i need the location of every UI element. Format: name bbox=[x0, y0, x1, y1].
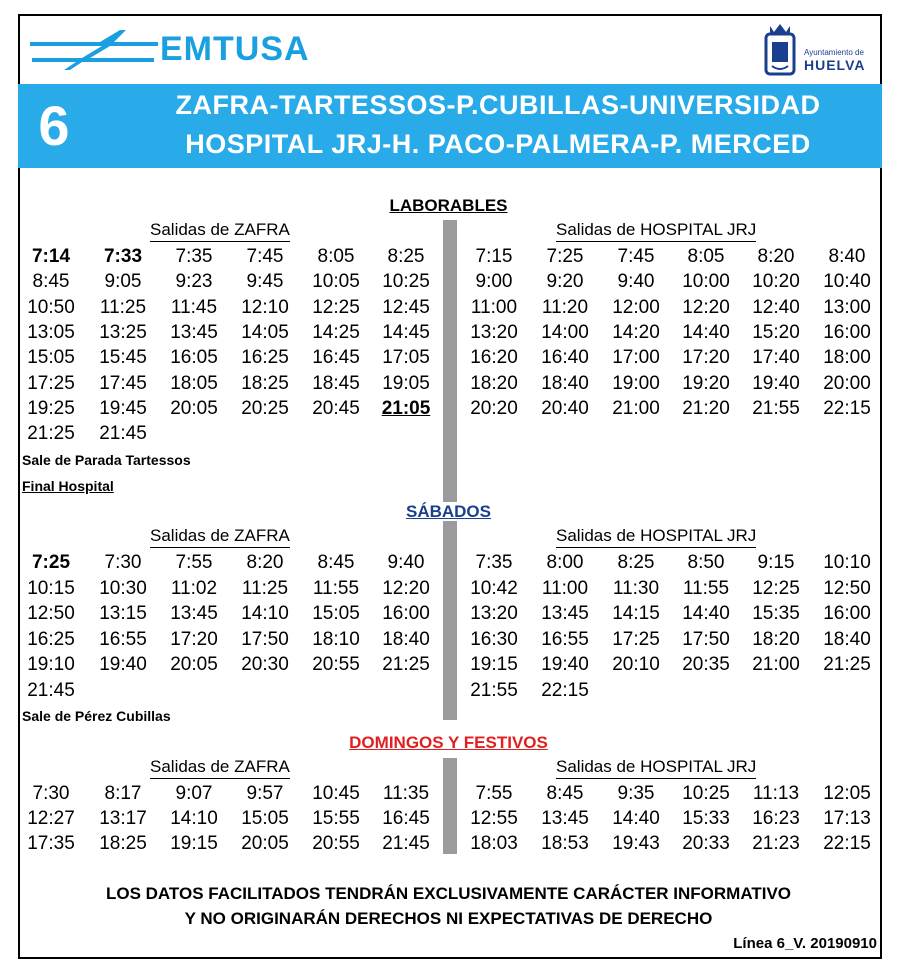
disclaimer-line-2: Y NO ORIGINARÁN DERECHOS NI EXPECTATIVAS DE DERECHO bbox=[184, 909, 713, 928]
note-parada-tartessos: Sale de Parada Tartessos bbox=[22, 452, 191, 468]
departure-time: 19:43 bbox=[612, 833, 660, 854]
note-final-hospital: Final Hospital bbox=[22, 478, 114, 494]
departure-time: 8:20 bbox=[246, 552, 284, 573]
departure-time: 12:27 bbox=[27, 808, 75, 829]
departure-time: 15:55 bbox=[312, 808, 360, 829]
departure-time: 11:55 bbox=[312, 577, 360, 599]
departure-time: 7:15 bbox=[475, 246, 513, 267]
departure-time: 7:30 bbox=[104, 552, 142, 573]
coat-of-arms-icon bbox=[760, 20, 800, 80]
departure-time: 19:15 bbox=[470, 654, 518, 676]
departure-time: 7:35 bbox=[475, 552, 513, 573]
note-perez-cubillas: Sale de Pérez Cubillas bbox=[22, 708, 171, 724]
departure-time: 21:55 bbox=[752, 397, 800, 419]
departure-time: 20:35 bbox=[682, 654, 730, 676]
departure-time: 10:15 bbox=[27, 577, 75, 599]
departure-time: 21:55 bbox=[470, 680, 518, 701]
version-label: Línea 6_V. 20190910 bbox=[733, 935, 877, 952]
departure-time: 18:20 bbox=[470, 372, 518, 394]
departure-time: 14:20 bbox=[612, 321, 660, 343]
departure-time: 21:25 bbox=[27, 423, 75, 445]
departure-time: 21:23 bbox=[752, 833, 800, 854]
departure-time: 11:00 bbox=[541, 577, 589, 599]
departure-time: 11:00 bbox=[470, 296, 518, 318]
departure-time: 19:40 bbox=[752, 372, 800, 394]
departure-time: 10:05 bbox=[312, 271, 360, 293]
departure-time: 8:25 bbox=[617, 552, 655, 573]
departure-time: 7:30 bbox=[32, 783, 70, 804]
departure-time: 21:45 bbox=[27, 680, 75, 701]
departure-time: 20:55 bbox=[312, 654, 360, 676]
departure-time: 15:20 bbox=[752, 321, 800, 343]
departure-time: 14:40 bbox=[682, 603, 730, 625]
departure-time: 20:45 bbox=[312, 397, 360, 419]
departure-time: 7:33 bbox=[103, 246, 143, 267]
departure-time: 11:13 bbox=[752, 783, 800, 804]
departure-time: 12:45 bbox=[382, 296, 430, 318]
departure-time: 8:17 bbox=[104, 783, 142, 804]
departure-time: 14:45 bbox=[382, 321, 430, 343]
departure-time: 16:00 bbox=[823, 321, 871, 343]
departure-time: 12:50 bbox=[823, 577, 871, 599]
departure-time: 12:20 bbox=[682, 296, 730, 318]
departure-time: 18:45 bbox=[312, 372, 360, 394]
departure-time: 13:25 bbox=[99, 321, 147, 343]
departure-time: 17:00 bbox=[612, 347, 660, 369]
departure-time: 20:05 bbox=[170, 397, 218, 419]
departure-time: 7:45 bbox=[246, 246, 284, 267]
departure-time: 17:13 bbox=[823, 808, 871, 829]
departure-time: 21:20 bbox=[682, 397, 730, 419]
departure-time: 11:02 bbox=[170, 577, 218, 599]
departure-time: 10:25 bbox=[682, 783, 730, 804]
departure-time: 20:33 bbox=[682, 833, 730, 854]
departure-time: 7:55 bbox=[175, 552, 213, 573]
departure-time: 14:15 bbox=[612, 603, 660, 625]
departure-time: 19:00 bbox=[612, 372, 660, 394]
departure-time: 18:00 bbox=[823, 347, 871, 369]
departure-time: 8:00 bbox=[546, 552, 584, 573]
departure-time: 9:40 bbox=[617, 271, 655, 293]
departure-time: 17:05 bbox=[382, 347, 430, 369]
departure-time: 16:55 bbox=[99, 628, 147, 650]
departure-time: 22:15 bbox=[823, 397, 871, 419]
departure-time: 12:00 bbox=[612, 296, 660, 318]
departure-time: 10:25 bbox=[382, 271, 430, 293]
departure-time: 16:45 bbox=[312, 347, 360, 369]
departure-time: 8:45 bbox=[546, 783, 584, 804]
departure-time: 21:00 bbox=[612, 397, 660, 419]
departure-time: 9:45 bbox=[246, 271, 284, 293]
departure-time: 8:05 bbox=[317, 246, 355, 267]
line-number: 6 bbox=[38, 94, 70, 157]
departure-time: 12:10 bbox=[241, 296, 289, 318]
departure-time: 8:45 bbox=[32, 271, 70, 293]
departure-time: 11:45 bbox=[170, 296, 218, 318]
column-head-hospital: Salidas de HOSPITAL JRJ bbox=[556, 526, 757, 545]
disclaimer-line-1: LOS DATOS FACILITADOS TENDRÁN EXCLUSIVAMENTE CARÁCTER INFORMATIVO bbox=[105, 884, 792, 903]
departure-time: 16:00 bbox=[823, 603, 871, 625]
departure-time: 11:25 bbox=[241, 577, 289, 599]
departure-time: 14:00 bbox=[541, 321, 589, 343]
column-head-hospital: Salidas de HOSPITAL JRJ bbox=[556, 220, 757, 239]
departure-time: 10:00 bbox=[682, 271, 730, 293]
section-title-domingos: DOMINGOS Y FESTIVOS bbox=[349, 733, 548, 752]
departure-time: 7:25 bbox=[31, 552, 71, 573]
departure-time: 8:50 bbox=[687, 552, 725, 573]
departure-time: 13:20 bbox=[470, 321, 518, 343]
center-divider bbox=[443, 220, 457, 720]
departure-time: 9:05 bbox=[104, 271, 142, 293]
departure-time: 16:25 bbox=[27, 628, 75, 650]
departure-time: 17:35 bbox=[27, 833, 75, 854]
column-head-zafra: Salidas de ZAFRA bbox=[150, 757, 290, 776]
departure-time: 7:45 bbox=[617, 246, 655, 267]
departure-time: 13:17 bbox=[99, 808, 147, 829]
emtusa-arrows-icon bbox=[30, 26, 160, 72]
departure-time: 16:23 bbox=[752, 808, 800, 829]
departure-time: 11:55 bbox=[682, 577, 730, 599]
departure-time: 13:05 bbox=[27, 321, 75, 343]
departure-time: 9:15 bbox=[757, 552, 795, 573]
emtusa-wordmark: EMTUSA bbox=[160, 30, 310, 68]
departure-time: 12:25 bbox=[312, 296, 360, 318]
departure-time: 12:05 bbox=[823, 783, 871, 804]
departure-time: 14:25 bbox=[312, 321, 360, 343]
departure-time: 18:40 bbox=[823, 628, 871, 650]
departure-time: 19:40 bbox=[541, 654, 589, 676]
departure-time: 13:20 bbox=[470, 603, 518, 625]
departure-time: 9:35 bbox=[617, 783, 655, 804]
departure-time: 16:00 bbox=[382, 603, 430, 625]
departure-time: 15:05 bbox=[312, 603, 360, 625]
departure-time: 10:10 bbox=[823, 552, 871, 573]
departure-time: 9:40 bbox=[387, 552, 425, 573]
departure-time: 8:20 bbox=[757, 246, 795, 267]
departure-time: 10:50 bbox=[27, 296, 75, 318]
departure-time: 11:20 bbox=[541, 296, 589, 318]
departure-time: 20:40 bbox=[541, 397, 589, 419]
departure-time: 20:10 bbox=[612, 654, 660, 676]
huelva-council-logo bbox=[760, 20, 878, 80]
column-head-hospital: Salidas de HOSPITAL JRJ bbox=[556, 757, 757, 776]
departure-time: 10:40 bbox=[823, 271, 871, 293]
departure-time: 7:35 bbox=[175, 246, 213, 267]
departure-time: 18:20 bbox=[752, 628, 800, 650]
departure-time: 11:30 bbox=[612, 577, 660, 599]
departure-time: 13:45 bbox=[541, 808, 589, 829]
departure-time: 18:25 bbox=[99, 833, 147, 854]
departure-time: 7:14 bbox=[31, 246, 71, 267]
emtusa-logo bbox=[30, 26, 370, 72]
departure-time: 20:20 bbox=[470, 397, 518, 419]
departure-time: 17:50 bbox=[241, 628, 289, 650]
departure-time: 18:40 bbox=[541, 372, 589, 394]
departure-time: 14:40 bbox=[612, 808, 660, 829]
departure-time: 18:03 bbox=[470, 833, 518, 854]
departure-time: 14:10 bbox=[170, 808, 218, 829]
departure-time: 9:23 bbox=[175, 271, 213, 293]
departure-time: 10:30 bbox=[99, 577, 147, 599]
column-head-zafra: Salidas de ZAFRA bbox=[150, 220, 290, 239]
council-label: Ayuntamiento de bbox=[804, 48, 864, 57]
departure-time: 16:30 bbox=[470, 628, 518, 650]
departure-time: 12:20 bbox=[382, 577, 430, 599]
departure-time: 15:45 bbox=[99, 347, 147, 369]
departure-time: 9:57 bbox=[246, 783, 284, 804]
departure-time: 16:05 bbox=[170, 347, 218, 369]
departure-time: 12:25 bbox=[752, 577, 800, 599]
departure-time: 7:55 bbox=[475, 783, 513, 804]
departure-time: 17:20 bbox=[682, 347, 730, 369]
departure-time: 19:40 bbox=[99, 654, 147, 676]
departure-time: 11:25 bbox=[99, 296, 147, 318]
departure-time: 7:25 bbox=[546, 246, 584, 267]
departure-time: 10:45 bbox=[312, 783, 360, 804]
departure-time: 20:55 bbox=[312, 833, 360, 854]
departure-time: 19:05 bbox=[382, 372, 430, 394]
departure-time: 18:05 bbox=[170, 372, 218, 394]
departure-time: 21:45 bbox=[99, 423, 147, 445]
departure-time: 19:20 bbox=[682, 372, 730, 394]
column-head-zafra: Salidas de ZAFRA bbox=[150, 526, 290, 545]
departure-time: 8:05 bbox=[687, 246, 725, 267]
departure-time: 21:25 bbox=[382, 654, 430, 676]
departure-time: 13:45 bbox=[170, 603, 218, 625]
departure-time: 18:40 bbox=[382, 628, 430, 650]
departure-time: 14:40 bbox=[682, 321, 730, 343]
departure-time: 20:05 bbox=[170, 654, 218, 676]
departure-time: 20:05 bbox=[241, 833, 289, 854]
departure-time: 21:00 bbox=[752, 654, 800, 676]
departure-time: 18:10 bbox=[312, 628, 360, 650]
departure-time: 16:45 bbox=[382, 808, 430, 829]
departure-time: 9:00 bbox=[475, 271, 513, 293]
departure-time: 8:25 bbox=[387, 246, 425, 267]
departure-time: 20:30 bbox=[241, 654, 289, 676]
departure-time: 14:10 bbox=[241, 603, 289, 625]
departure-time: 9:20 bbox=[546, 271, 584, 293]
departure-time: 11:35 bbox=[382, 783, 430, 804]
departure-time: 16:55 bbox=[541, 628, 589, 650]
departure-time: 17:40 bbox=[752, 347, 800, 369]
departure-time: 13:15 bbox=[99, 603, 147, 625]
departure-time: 19:10 bbox=[27, 654, 75, 676]
departure-time: 19:45 bbox=[99, 397, 147, 419]
departure-time: 21:05 bbox=[381, 397, 431, 419]
departure-time: 17:45 bbox=[99, 372, 147, 394]
departure-time: 19:25 bbox=[27, 397, 75, 419]
departure-time: 13:00 bbox=[823, 296, 871, 318]
departure-time: 18:53 bbox=[541, 833, 589, 854]
council-name: HUELVA bbox=[804, 57, 866, 73]
departure-time: 22:15 bbox=[823, 833, 871, 854]
departure-time: 17:20 bbox=[170, 628, 218, 650]
section-title-laborables: LABORABLES bbox=[389, 196, 508, 215]
departure-time: 15:05 bbox=[27, 347, 75, 369]
route-line-1: ZAFRA-TARTESSOS-P.CUBILLAS-UNIVERSIDAD bbox=[175, 90, 821, 120]
departure-time: 9:07 bbox=[175, 783, 213, 804]
departure-time: 20:25 bbox=[241, 397, 289, 419]
departure-time: 16:25 bbox=[241, 347, 289, 369]
center-divider bbox=[443, 758, 457, 854]
departure-time: 8:40 bbox=[828, 246, 866, 267]
line-banner bbox=[18, 84, 882, 168]
route-line-2: HOSPITAL JRJ-H. PACO-PALMERA-P. MERCED bbox=[185, 129, 811, 159]
departure-time: 15:33 bbox=[682, 808, 730, 829]
departure-time: 21:25 bbox=[823, 654, 871, 676]
departure-time: 17:25 bbox=[27, 372, 75, 394]
departure-time: 15:35 bbox=[752, 603, 800, 625]
departure-time: 10:42 bbox=[470, 577, 518, 599]
departure-time: 12:40 bbox=[752, 296, 800, 318]
departure-time: 20:00 bbox=[823, 372, 871, 394]
departure-time: 12:50 bbox=[27, 603, 75, 625]
departure-time: 17:25 bbox=[612, 628, 660, 650]
departure-time: 17:50 bbox=[682, 628, 730, 650]
departure-time: 13:45 bbox=[170, 321, 218, 343]
departure-time: 13:45 bbox=[541, 603, 589, 625]
departure-time: 8:45 bbox=[317, 552, 355, 573]
departure-time: 15:05 bbox=[241, 808, 289, 829]
departure-time: 10:20 bbox=[752, 271, 800, 293]
departure-time: 16:40 bbox=[541, 347, 589, 369]
section-title-sabados: SÁBADOS bbox=[405, 502, 491, 521]
departure-time: 18:25 bbox=[241, 372, 289, 394]
departure-time: 19:15 bbox=[170, 833, 218, 854]
departure-time: 14:05 bbox=[241, 321, 289, 343]
departure-time: 21:45 bbox=[382, 833, 430, 854]
departure-time: 12:55 bbox=[470, 808, 518, 829]
departure-time: 16:20 bbox=[470, 347, 518, 369]
departure-time: 22:15 bbox=[541, 680, 589, 701]
